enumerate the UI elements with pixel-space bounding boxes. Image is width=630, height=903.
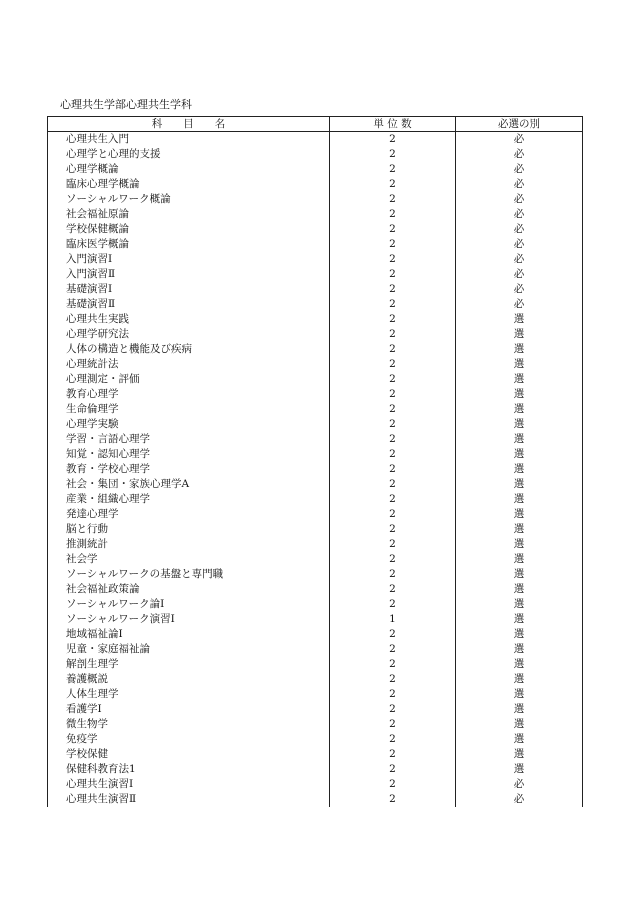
required-elective-cell: 選	[456, 702, 583, 717]
units-cell: 2	[330, 282, 456, 297]
units-cell: 2	[330, 312, 456, 327]
table-row	[48, 357, 583, 372]
course-name-cell: 心理学研究法	[48, 327, 330, 342]
table-row	[48, 597, 583, 612]
required-elective-cell: 選	[456, 342, 583, 357]
units-cell: 2	[330, 477, 456, 492]
table-row	[48, 687, 583, 702]
units-cell: 1	[330, 612, 456, 627]
units-cell: 2	[330, 537, 456, 552]
table-row	[48, 237, 583, 252]
required-elective-cell: 選	[456, 732, 583, 747]
required-elective-cell: 選	[456, 477, 583, 492]
required-elective-cell: 選	[456, 627, 583, 642]
units-cell: 2	[330, 777, 456, 792]
table-row	[48, 657, 583, 672]
units-cell: 2	[330, 702, 456, 717]
units-cell: 2	[330, 177, 456, 192]
required-elective-cell: 必	[456, 297, 583, 312]
required-elective-cell: 選	[456, 372, 583, 387]
units-cell: 2	[330, 582, 456, 597]
required-elective-cell: 必	[456, 207, 583, 222]
required-elective-cell: 選	[456, 672, 583, 687]
units-cell: 2	[330, 747, 456, 762]
course-name-cell: 知覚・認知心理学	[48, 447, 330, 462]
course-name-cell: ソーシャルワーク演習Ⅰ	[48, 612, 330, 627]
course-table-body	[48, 132, 583, 808]
table-row	[48, 717, 583, 732]
units-cell: 2	[330, 522, 456, 537]
table-row	[48, 627, 583, 642]
table-row	[48, 387, 583, 402]
course-name-cell: 学習・言語心理学	[48, 432, 330, 447]
course-name-cell: ソーシャルワーク概論	[48, 192, 330, 207]
required-elective-cell: 選	[456, 552, 583, 567]
units-cell: 2	[330, 162, 456, 177]
table-row	[48, 612, 583, 627]
course-name-cell: 入門演習Ⅰ	[48, 252, 330, 267]
units-cell: 2	[330, 387, 456, 402]
required-elective-cell: 選	[456, 762, 583, 777]
course-name-cell: 推測統計	[48, 537, 330, 552]
required-elective-cell: 選	[456, 492, 583, 507]
course-name-cell: 心理学実験	[48, 417, 330, 432]
table-row	[48, 372, 583, 387]
table-row	[48, 147, 583, 162]
required-elective-cell: 必	[456, 252, 583, 267]
table-row	[48, 222, 583, 237]
course-name-cell: 心理共生実践	[48, 312, 330, 327]
units-cell: 2	[330, 627, 456, 642]
course-name-cell: 心理統計法	[48, 357, 330, 372]
table-row	[48, 672, 583, 687]
course-name-cell: 生命倫理学	[48, 402, 330, 417]
units-cell: 2	[330, 297, 456, 312]
units-cell: 2	[330, 762, 456, 777]
required-elective-cell: 選	[456, 612, 583, 627]
required-elective-cell: 必	[456, 222, 583, 237]
table-row	[48, 477, 583, 492]
required-elective-cell: 選	[456, 462, 583, 477]
table-row	[48, 192, 583, 207]
table-row	[48, 777, 583, 792]
required-elective-cell: 選	[456, 642, 583, 657]
required-elective-cell: 必	[456, 267, 583, 282]
required-elective-cell: 必	[456, 777, 583, 792]
table-row	[48, 462, 583, 477]
required-elective-cell: 選	[456, 537, 583, 552]
course-name-cell: ソーシャルワークの基盤と専門職	[48, 567, 330, 582]
table-row	[48, 267, 583, 282]
table-header-row	[48, 117, 583, 132]
required-elective-cell: 選	[456, 717, 583, 732]
required-elective-cell: 必	[456, 237, 583, 252]
units-cell: 2	[330, 252, 456, 267]
course-name-cell: 臨床心理学概論	[48, 177, 330, 192]
table-row	[48, 537, 583, 552]
table-row	[48, 342, 583, 357]
required-elective-cell: 選	[456, 402, 583, 417]
table-row	[48, 792, 583, 807]
required-elective-cell: 必	[456, 192, 583, 207]
table-row	[48, 492, 583, 507]
course-name-cell: 脳と行動	[48, 522, 330, 537]
course-name-cell: 社会福祉原論	[48, 207, 330, 222]
course-name-cell: 心理共生演習Ⅰ	[48, 777, 330, 792]
units-cell: 2	[330, 687, 456, 702]
units-cell: 2	[330, 132, 456, 148]
units-cell: 2	[330, 657, 456, 672]
units-cell: 2	[330, 417, 456, 432]
table-row	[48, 312, 583, 327]
required-elective-cell: 必	[456, 177, 583, 192]
table-row	[48, 297, 583, 312]
table-row	[48, 252, 583, 267]
course-name-cell: 微生物学	[48, 717, 330, 732]
course-name-cell: 社会・集団・家族心理学A	[48, 477, 330, 492]
units-cell: 2	[330, 492, 456, 507]
required-elective-cell: 選	[456, 327, 583, 342]
required-elective-cell: 必	[456, 282, 583, 297]
units-cell: 2	[330, 462, 456, 477]
required-elective-cell: 選	[456, 597, 583, 612]
required-elective-cell: 選	[456, 522, 583, 537]
course-name-cell: 学校保健概論	[48, 222, 330, 237]
required-elective-cell: 選	[456, 447, 583, 462]
course-name-cell: 児童・家庭福祉論	[48, 642, 330, 657]
table-row	[48, 132, 583, 148]
units-cell: 2	[330, 507, 456, 522]
units-cell: 2	[330, 447, 456, 462]
units-cell: 2	[330, 192, 456, 207]
units-cell: 2	[330, 642, 456, 657]
course-name-cell: 学校保健	[48, 747, 330, 762]
course-name-cell: 地域福祉論Ⅰ	[48, 627, 330, 642]
required-elective-cell: 必	[456, 792, 583, 807]
units-cell: 2	[330, 552, 456, 567]
required-elective-cell: 選	[456, 747, 583, 762]
table-row	[48, 702, 583, 717]
course-name-cell: 心理学と心理的支援	[48, 147, 330, 162]
table-row	[48, 207, 583, 222]
table-row	[48, 642, 583, 657]
table-row	[48, 747, 583, 762]
units-cell: 2	[330, 672, 456, 687]
required-elective-cell: 選	[456, 567, 583, 582]
units-cell: 2	[330, 732, 456, 747]
course-name-cell: ソーシャルワーク論Ⅰ	[48, 597, 330, 612]
units-cell: 2	[330, 237, 456, 252]
course-name-cell: 入門演習Ⅱ	[48, 267, 330, 282]
units-header: 単 位 数	[330, 117, 456, 132]
units-cell: 2	[330, 327, 456, 342]
course-name-cell: 看護学Ⅰ	[48, 702, 330, 717]
course-name-cell: 臨床医学概論	[48, 237, 330, 252]
required-elective-cell: 必	[456, 162, 583, 177]
course-name-cell: 心理共生入門	[48, 132, 330, 148]
required-elective-cell: 選	[456, 687, 583, 702]
course-name-cell: 解剖生理学	[48, 657, 330, 672]
required-elective-cell: 必	[456, 132, 583, 148]
table-row	[48, 327, 583, 342]
course-name-cell: 心理共生演習Ⅱ	[48, 792, 330, 807]
table-row	[48, 507, 583, 522]
table-row	[48, 567, 583, 582]
table-row	[48, 417, 583, 432]
table-row	[48, 732, 583, 747]
table-row	[48, 582, 583, 597]
units-cell: 2	[330, 207, 456, 222]
units-cell: 2	[330, 432, 456, 447]
table-row	[48, 162, 583, 177]
course-name-cell: 免疫学	[48, 732, 330, 747]
units-cell: 2	[330, 357, 456, 372]
course-table	[47, 116, 583, 807]
units-cell: 2	[330, 147, 456, 162]
required-elective-header: 必選の別	[456, 117, 583, 132]
required-elective-cell: 選	[456, 417, 583, 432]
units-cell: 2	[330, 342, 456, 357]
course-name-cell: 心理学概論	[48, 162, 330, 177]
course-name-cell: 人体の構造と機能及び疾病	[48, 342, 330, 357]
units-cell: 2	[330, 372, 456, 387]
course-name-cell: 発達心理学	[48, 507, 330, 522]
course-name-cell: 教育心理学	[48, 387, 330, 402]
course-name-cell: 養護概説	[48, 672, 330, 687]
required-elective-cell: 選	[456, 657, 583, 672]
units-cell: 2	[330, 792, 456, 807]
course-name-cell: 保健科教育法1	[48, 762, 330, 777]
required-elective-cell: 選	[456, 387, 583, 402]
course-name-cell: 社会福祉政策論	[48, 582, 330, 597]
course-name-cell: 産業・組織心理学	[48, 492, 330, 507]
table-row	[48, 447, 583, 462]
table-row	[48, 282, 583, 297]
required-elective-cell: 選	[456, 357, 583, 372]
required-elective-cell: 選	[456, 312, 583, 327]
required-elective-cell: 選	[456, 432, 583, 447]
table-row	[48, 432, 583, 447]
table-row	[48, 177, 583, 192]
units-cell: 2	[330, 597, 456, 612]
required-elective-cell: 選	[456, 507, 583, 522]
required-elective-cell: 必	[456, 147, 583, 162]
table-row	[48, 762, 583, 777]
required-elective-cell: 選	[456, 582, 583, 597]
course-name-cell: 基礎演習Ⅰ	[48, 282, 330, 297]
course-name-cell: 心理測定・評価	[48, 372, 330, 387]
units-cell: 2	[330, 222, 456, 237]
units-cell: 2	[330, 717, 456, 732]
units-cell: 2	[330, 567, 456, 582]
table-row	[48, 402, 583, 417]
course-name-cell: 社会学	[48, 552, 330, 567]
units-cell: 2	[330, 267, 456, 282]
department-title: 心理共生学部心理共生学科	[60, 98, 192, 111]
course-name-cell: 基礎演習Ⅱ	[48, 297, 330, 312]
table-row	[48, 522, 583, 537]
units-cell: 2	[330, 402, 456, 417]
course-name-cell: 人体生理学	[48, 687, 330, 702]
course-name-cell: 教育・学校心理学	[48, 462, 330, 477]
subject-name-header: 科 目 名	[48, 117, 330, 132]
table-row	[48, 552, 583, 567]
